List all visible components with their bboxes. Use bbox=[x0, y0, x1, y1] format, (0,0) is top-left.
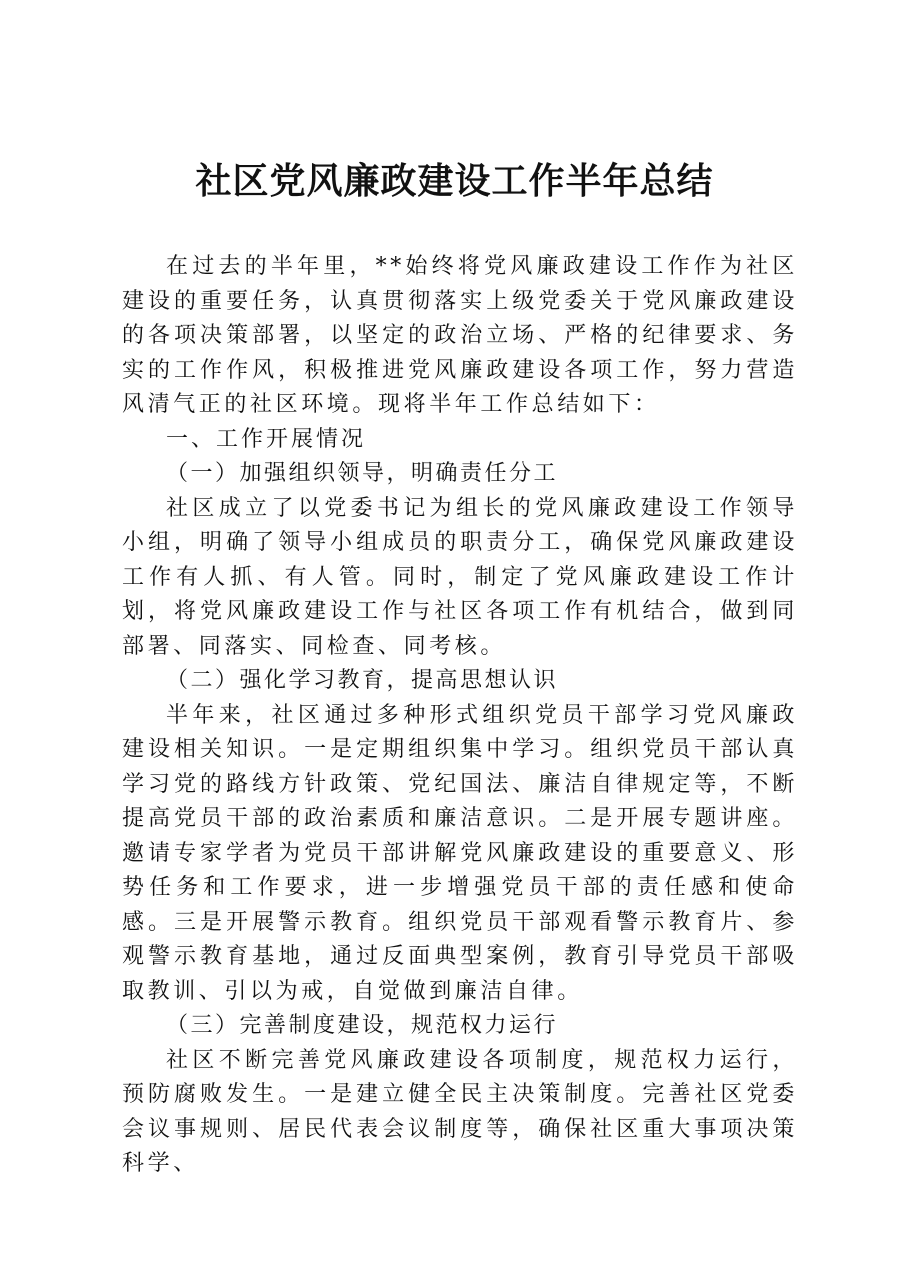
subsection-heading-2: （二）强化学习教育，提高思想认识 bbox=[166, 668, 559, 693]
subsection-heading-1: （一）加强组织领导，明确责任分工 bbox=[166, 461, 559, 486]
subsection-paragraph-2: 半年来，社区通过多种形式组织党员干部学习党风廉政建设相关知识。一是定期组织集中学习。组织党员干部认真学习党的路线方针政策、党纪国法、廉洁自律规定等，不断提高党员干部的政治素质和廉洁意识。二是开展专题讲座。邀请专家学者为党员干部讲解党风廉政建设的重要意义、形势任务和工作要求，进一步增强党员干部的责任感和使命感。三是开展警示教育。组织党员干部观看警示教育片、参观警示教育基地，通过反面典型案例，教育引导党员干部吸取教训、引以为戒，自觉做到廉洁自律。 bbox=[122, 702, 798, 1004]
subsection-paragraph-1: 社区成立了以党委书记为组长的党风廉政建设工作领导小组，明确了领导小组成员的职责分工，确保党风廉政建设工作有人抓、有人管。同时，制定了党风廉政建设工作计划，将党风廉政建设工作与社区各项工作有机结合，做到同部署、同落实、同检查、同考核。 bbox=[122, 495, 798, 659]
section-heading: 一、工作开展情况 bbox=[166, 426, 367, 452]
intro-paragraph: 在过去的半年里，**始终将党风廉政建设工作作为社区建设的重要任务，认真贯彻落实上级党委关于党风廉政建设的各项决策部署，以坚定的政治立场、严格的纪律要求、务实的工作作风，积极推进党风廉政建设各项工作，努力营造风清气正的社区环境。现将半年工作总结如下： bbox=[122, 254, 798, 417]
subsection-heading-3: （三）完善制度建设，规范权力运行 bbox=[166, 1013, 559, 1038]
subsection-paragraph-3: 社区不断完善党风廉政建设各项制度，规范权力运行，预防腐败发生。一是建立健全民主决策制度。完善社区党委会议事规则、居民代表会议制度等，确保社区重大事项决策科学、 bbox=[122, 1047, 798, 1176]
document-title: 社区党风廉政建设工作半年总结 bbox=[195, 160, 714, 202]
document-body bbox=[122, 250, 798, 1182]
